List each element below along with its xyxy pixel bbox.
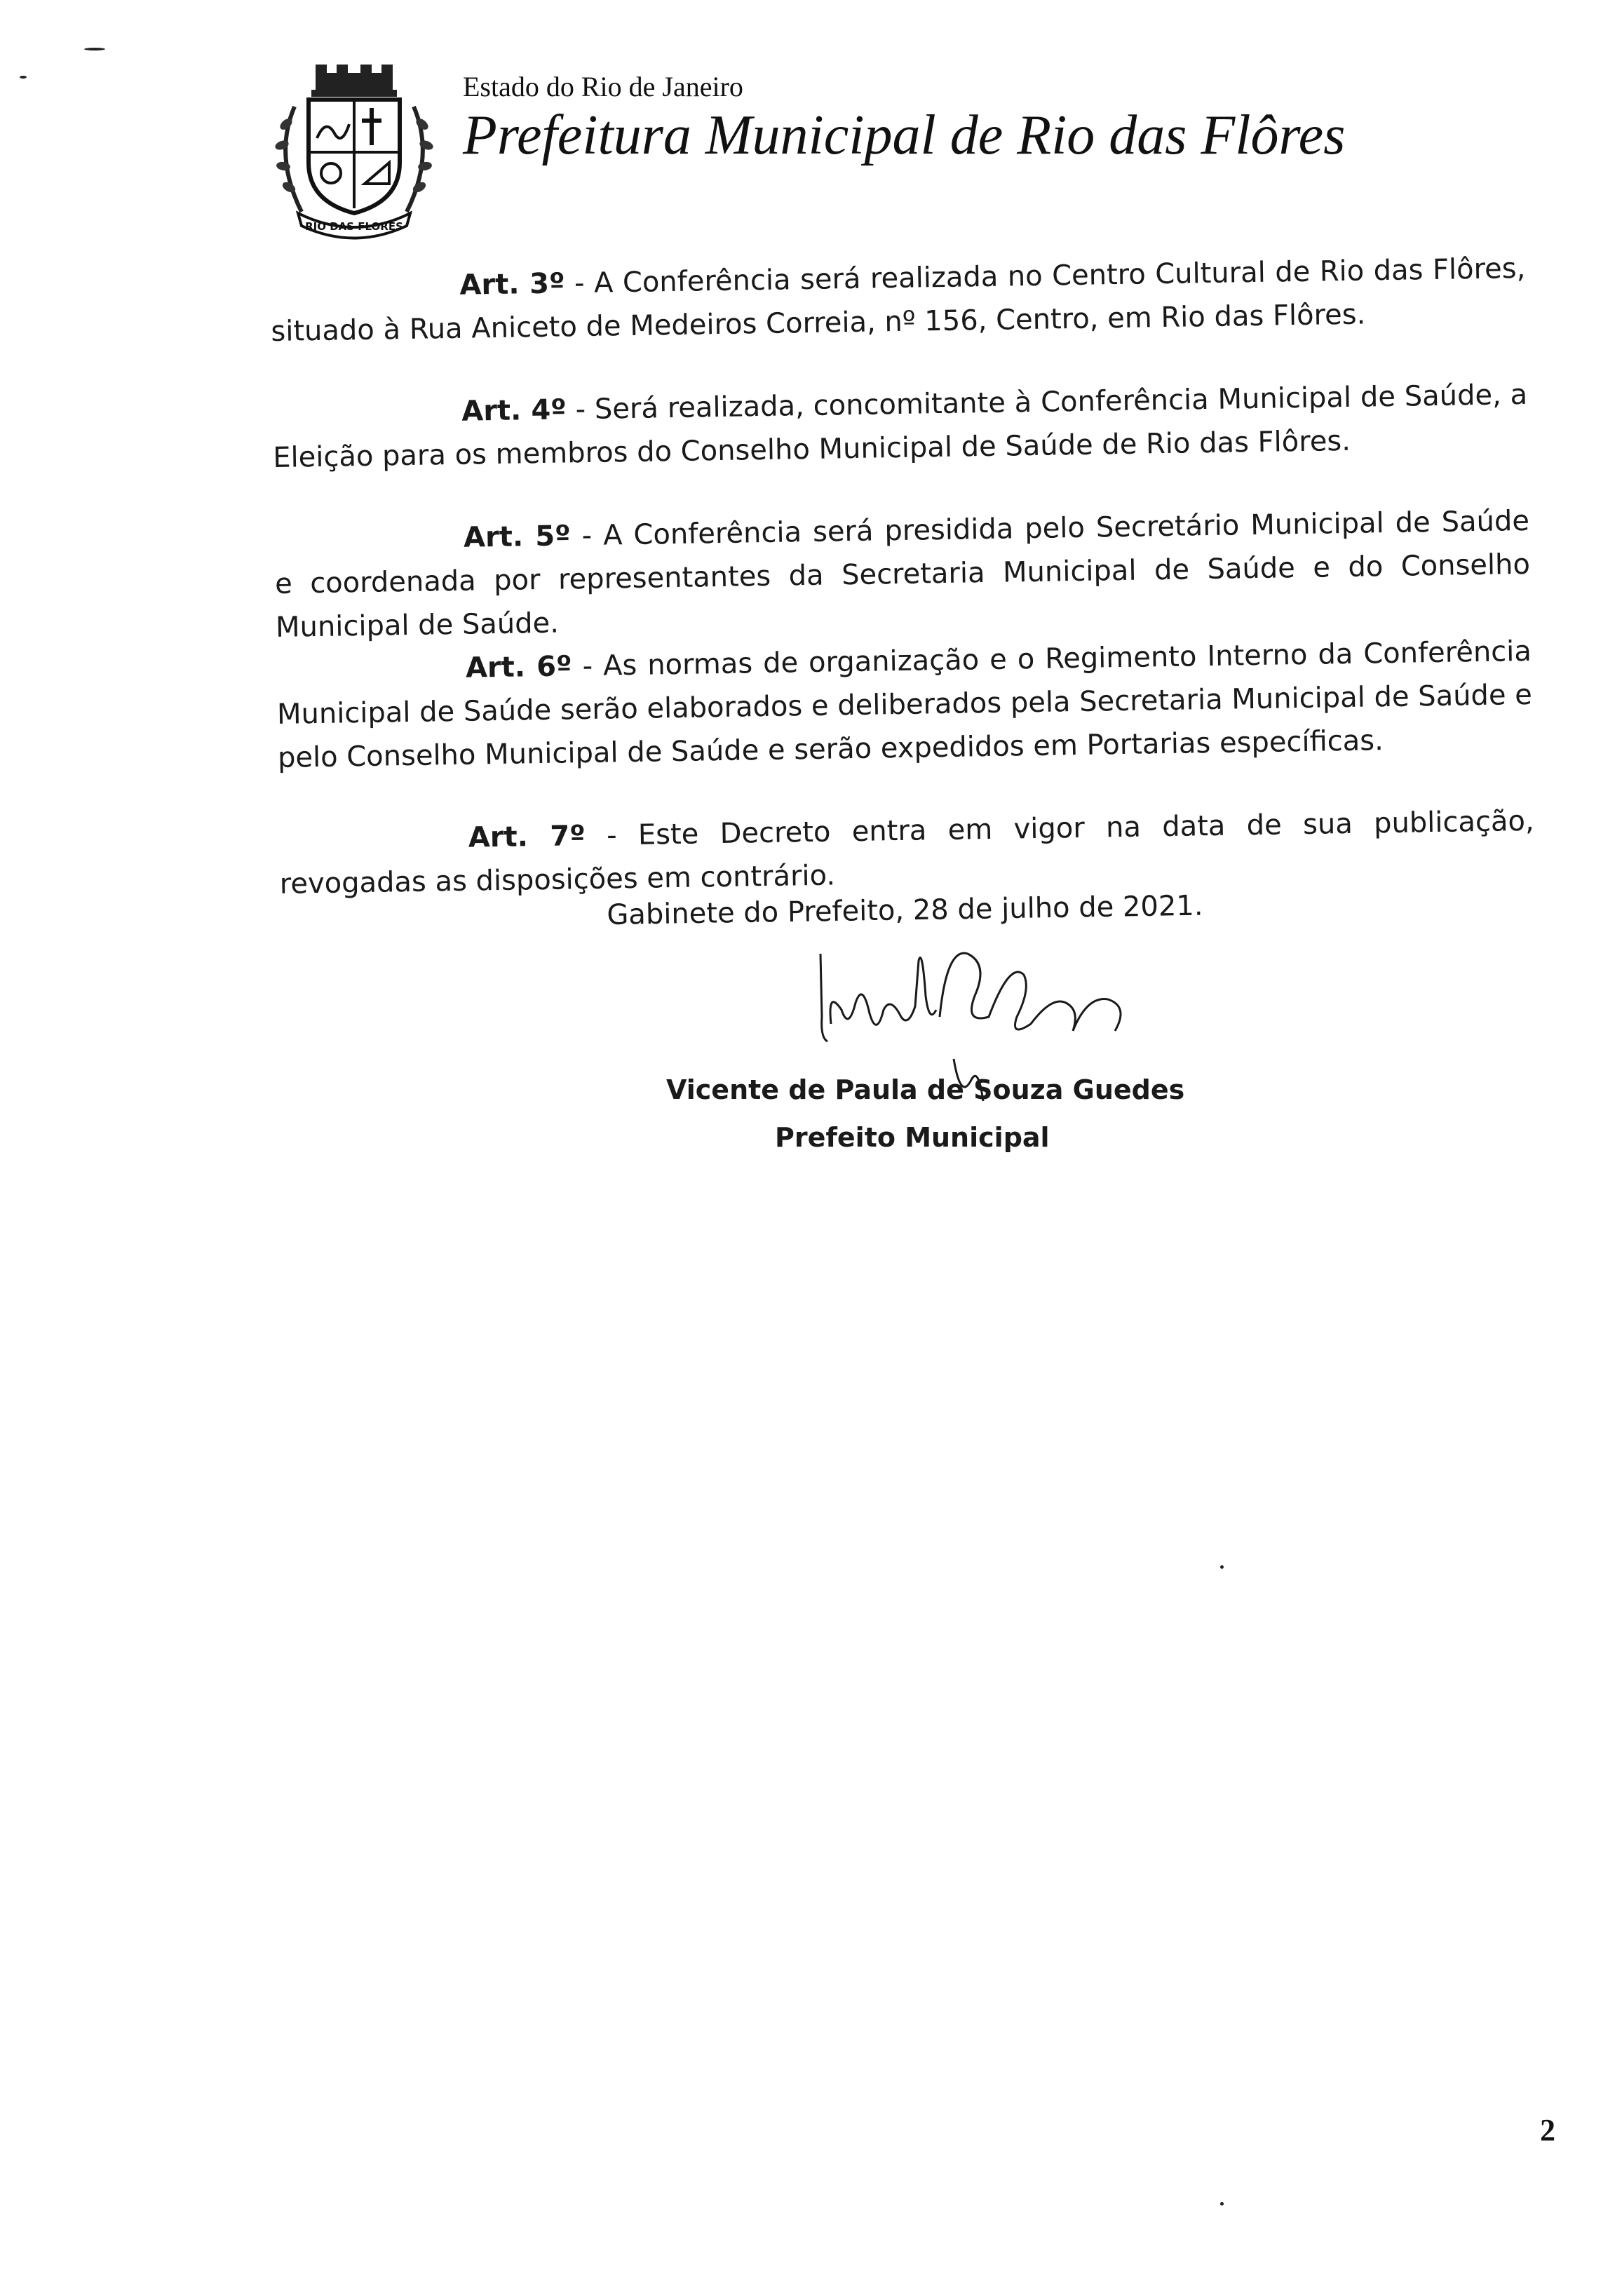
- article-text: - A Conferência será realizada no Centro Cultural de Rio das Flôres, situado à Rua Aniceto de Medeiros Correia, nº 156, Centro, em Rio das Flôres.: [271, 252, 1526, 348]
- letterhead-title: Prefeitura Municipal de Rio das Flôres: [463, 104, 1346, 166]
- article-number: Art. 4º: [461, 393, 567, 428]
- article-number: Art. 6º: [465, 650, 572, 684]
- article-text: - Será realizada, concomitante à Conferência Municipal de Saúde, a Eleição para os membros do Conselho Municipal de Saúde de Rio das Flôres.: [272, 378, 1528, 474]
- article-7: [278, 799, 1535, 906]
- signer-name: Vicente de Paula de Souza Guedes: [666, 1074, 1185, 1105]
- scan-speck: [1220, 2202, 1224, 2206]
- article-number: Art. 7º: [468, 820, 586, 854]
- page-number: 2: [1540, 2113, 1555, 2147]
- article-number: Art. 5º: [463, 520, 572, 554]
- article-6: [276, 630, 1534, 780]
- article-3: [270, 247, 1527, 353]
- scan-speck: [20, 76, 27, 79]
- scan-speck: [1220, 1565, 1224, 1569]
- article-number: Art. 3º: [459, 267, 565, 302]
- article-5: [274, 499, 1532, 649]
- crest-ribbon-text: RIO DAS FLORES: [305, 220, 403, 233]
- state-name: Estado do Rio de Janeiro: [463, 71, 743, 102]
- article-4: [272, 373, 1529, 480]
- signer-title: Prefeito Municipal: [775, 1122, 1050, 1153]
- article-text: - A Conferência será presidida pelo Secretário Municipal de Saúde e coordenada por representantes da Secretaria Municipal de Saúde e do Conselho Municipal de Saúde.: [274, 504, 1531, 644]
- article-text: - As normas de organização e o Regimento Interno da Conferência Municipal de Saúde serão elaborados e deliberados pela Secretaria Municipal de Saúde e pelo Conselho Municipal de Saúde e serão expedidos em Portarias específicas.: [276, 635, 1533, 774]
- municipal-crest-logo: [266, 58, 442, 240]
- article-text: - Este Decreto entra em vigor na data de sua publicação, revogadas as disposições em contrário.: [279, 804, 1534, 900]
- scan-speck: [84, 48, 105, 50]
- decree-body: [270, 247, 1536, 945]
- closing-date-line: Gabinete do Prefeito, 28 de julho de 2021.: [607, 889, 1203, 931]
